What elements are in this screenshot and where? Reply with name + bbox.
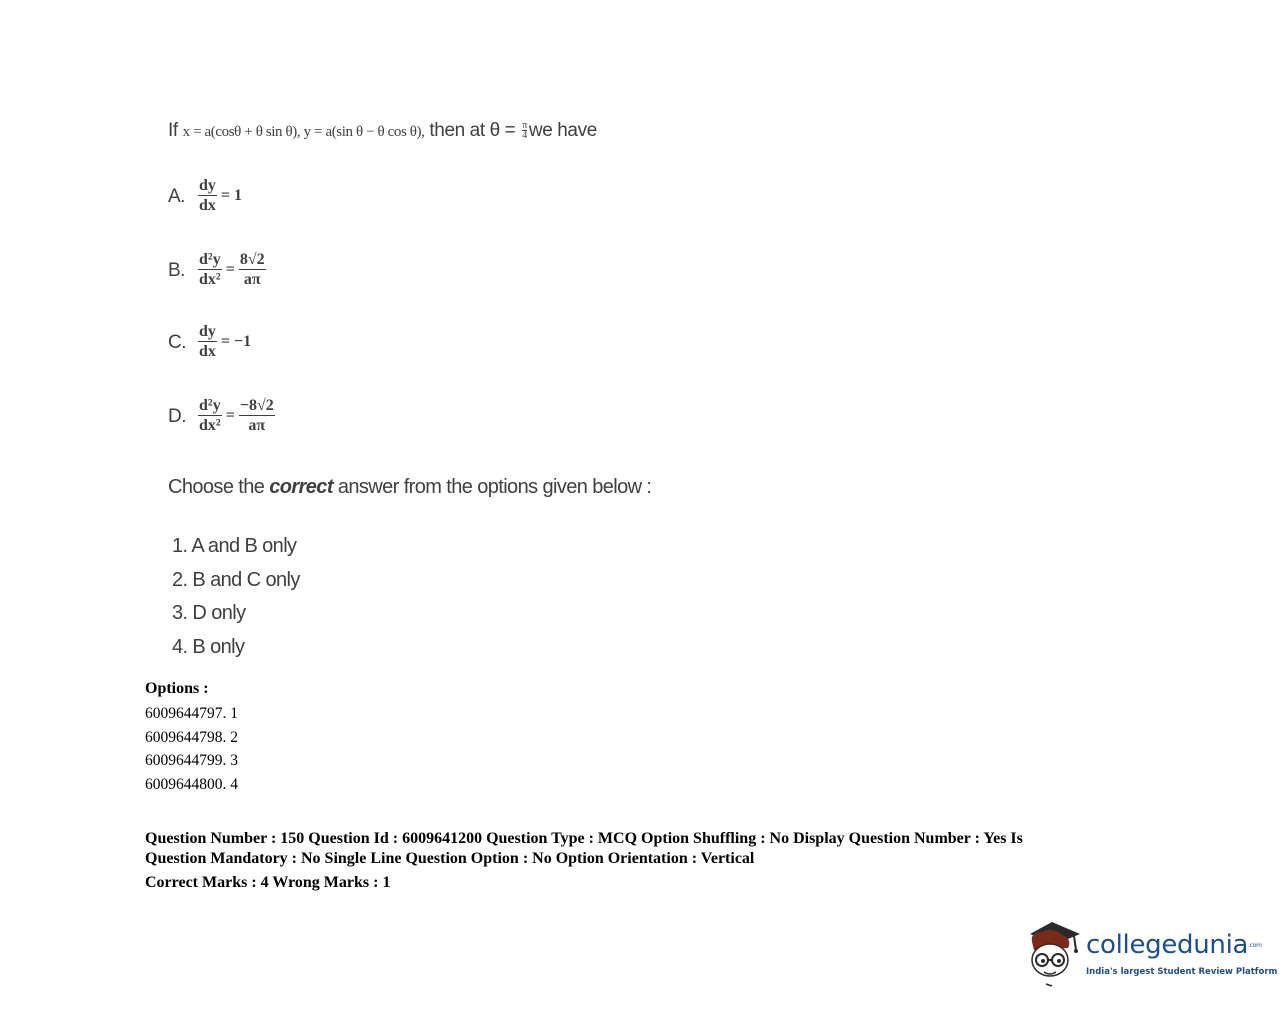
answer-choice: 1. A and B only	[172, 535, 297, 557]
choose-instruction: Choose the correct answer from the options given below :	[168, 476, 652, 498]
option-id-item: 6009644797. 1	[145, 705, 238, 722]
answer-choice: 4. B only	[172, 635, 245, 658]
theta-denominator: 4	[522, 130, 527, 142]
option-lhs-fraction: $\frac{dy}{dx}$	[199, 177, 216, 214]
option-equality: = −1	[220, 332, 252, 350]
option-equality: =	[225, 260, 235, 278]
question-info	[145, 829, 1125, 893]
option-lhs-fraction: $\frac{dy}{dx}$	[199, 323, 216, 360]
stem-suffix: we have	[528, 120, 597, 141]
logo-tagline: India's largest Student Review Platform	[1086, 967, 1278, 977]
option-id-list	[145, 704, 238, 798]
answer-choice: 3. D only	[172, 602, 246, 624]
option-rhs-fraction: $\frac{8√2}{a\pi}$	[239, 251, 265, 288]
answer-choices	[172, 530, 300, 664]
option-id-item: 6009644800. 4	[145, 775, 238, 793]
graduate-mascot-icon	[1024, 918, 1086, 990]
question-info-line: Question Number : 150 Question Id : 6009641200 Question Type : MCQ Option Shuffling : No Display Question Number : Yes Is	[145, 830, 1023, 847]
theta-numerator: π	[522, 120, 527, 132]
collegedunia-logo	[1024, 918, 1278, 990]
option-id-item: 6009644798. 2	[145, 728, 238, 746]
option-lhs-fraction: $\frac{\text{d²y}}{\text{dx²}}$	[199, 251, 221, 288]
answer-choice: 2. B and C only	[172, 568, 300, 591]
logo-suffix: .com	[1248, 942, 1262, 949]
stem-expression: x = a(cosθ + θ sin θ), y = a(sin θ − θ cos θ),	[182, 124, 425, 140]
theta-fraction	[522, 121, 527, 140]
option-equality: =	[225, 406, 235, 424]
option-id-item: 6009644799. 3	[145, 752, 238, 769]
option-rhs-fraction: $\frac{-8√2}{a\pi}$	[239, 397, 274, 434]
question-info-line: Question Mandatory : No Single Line Question Option : No Option Orientation : Vertical	[145, 850, 755, 867]
emphasis-correct: correct	[269, 476, 333, 498]
option-letter: D.	[168, 406, 186, 427]
marks-line: Correct Marks : 4 Wrong Marks : 1	[145, 874, 391, 891]
option-lhs-fraction: $\frac{\text{d²y}}{\text{dx²}}$	[199, 397, 221, 434]
option-equality: = 1	[220, 186, 243, 204]
logo-wordmark: collegedunia.com	[1086, 930, 1262, 960]
option-letter: A.	[168, 186, 185, 207]
stem-prefix: If	[168, 120, 178, 141]
options-heading: Options :	[145, 680, 209, 697]
question-stem	[168, 120, 597, 142]
stem-mid: then at θ =	[429, 120, 516, 141]
option-letter: B.	[168, 260, 185, 281]
option-letter: C.	[168, 332, 186, 353]
